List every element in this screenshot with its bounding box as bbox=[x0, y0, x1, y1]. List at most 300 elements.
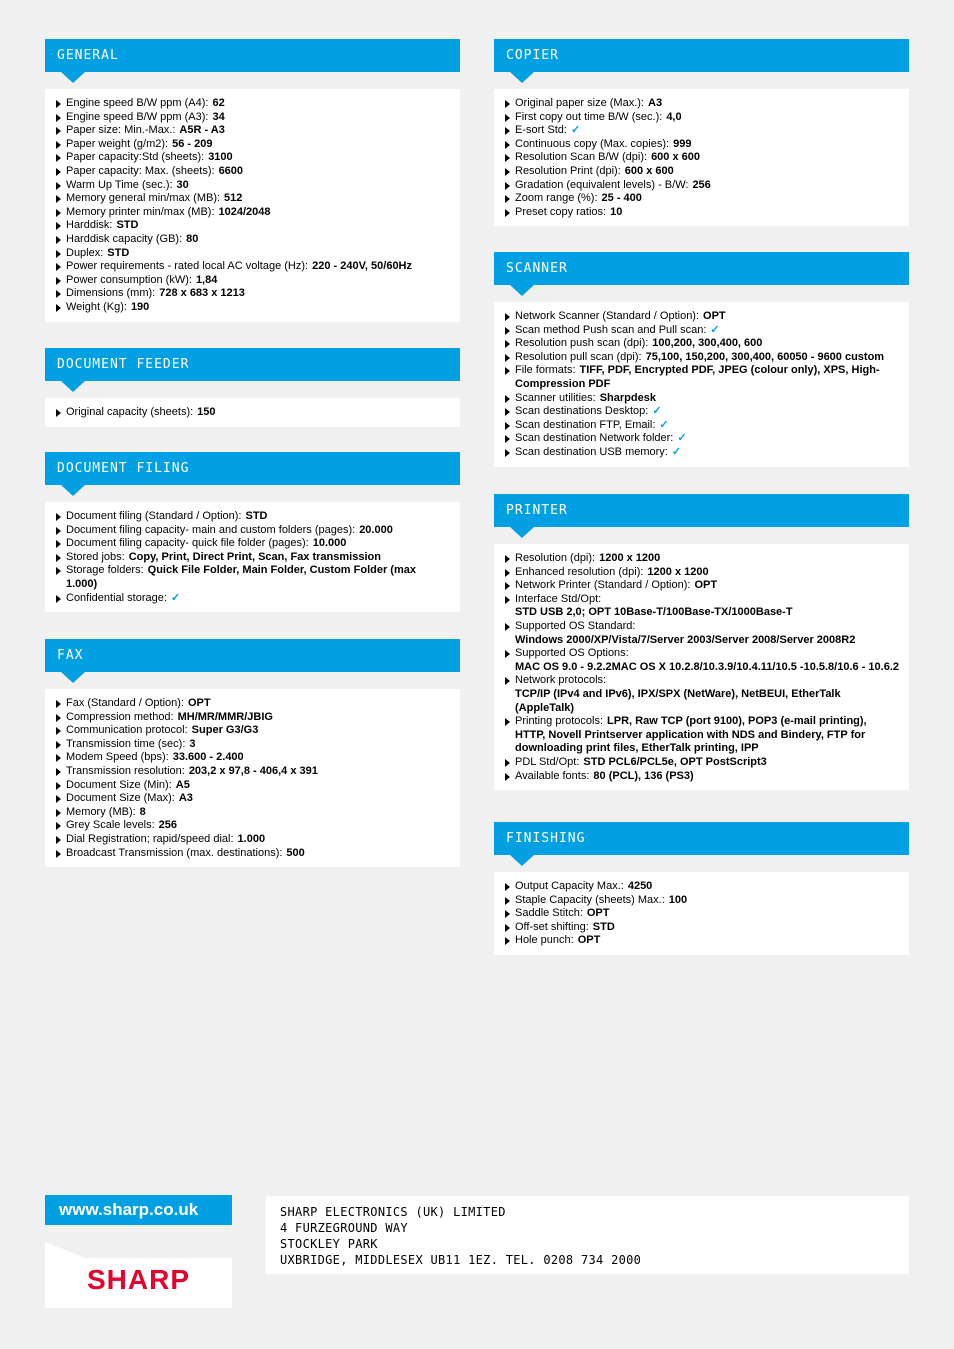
spec-label: Paper capacity: Max. (sheets): bbox=[66, 164, 215, 177]
spec-value: 6600 bbox=[218, 164, 244, 177]
checkmark-icon: ✓ bbox=[659, 418, 669, 431]
spec-item bbox=[504, 446, 899, 460]
bullet-arrow-icon bbox=[505, 569, 510, 577]
spec-value: STD bbox=[592, 920, 615, 933]
spec-label: E-sort Std: bbox=[515, 124, 567, 137]
spec-value: 10.000 bbox=[312, 537, 347, 550]
bullet-arrow-icon bbox=[56, 141, 61, 149]
spec-label: Gradation (equivalent levels) - B/W: bbox=[515, 178, 689, 191]
section-general bbox=[45, 39, 460, 322]
bullet-arrow-icon bbox=[505, 408, 510, 416]
bullet-arrow-icon bbox=[56, 263, 61, 271]
spec-list bbox=[45, 689, 460, 867]
spec-list bbox=[494, 872, 909, 955]
bullet-arrow-icon bbox=[56, 554, 61, 562]
spec-value: OPT bbox=[694, 579, 718, 592]
spec-label: Confidential storage: bbox=[66, 591, 167, 604]
section-document-feeder bbox=[45, 348, 460, 427]
spec-item bbox=[504, 351, 899, 365]
spec-value: STD PCL6/PCL5e, OPT PostScript3 bbox=[583, 755, 767, 768]
spec-value: 4250 bbox=[627, 880, 653, 892]
bullet-arrow-icon bbox=[56, 768, 61, 776]
spec-value: STD USB 2,0; OPT 10Base-T/100Base-TX/1000Base-T bbox=[515, 606, 793, 619]
bullet-arrow-icon bbox=[56, 195, 61, 203]
bullet-arrow-icon bbox=[505, 937, 510, 945]
section-title: COPIER bbox=[494, 39, 909, 72]
spec-label: Power requirements - rated local AC voltage (Hz): bbox=[66, 260, 309, 273]
bullet-arrow-icon bbox=[505, 596, 510, 604]
spec-label: Continuous copy (Max. copies): bbox=[515, 137, 670, 150]
spec-label: Memory printer min/max (MB): bbox=[66, 205, 215, 218]
spec-item bbox=[504, 894, 899, 908]
spec-item bbox=[55, 206, 450, 220]
bullet-arrow-icon bbox=[56, 250, 61, 258]
spec-item bbox=[504, 934, 899, 948]
spec-item bbox=[504, 337, 899, 351]
spec-item bbox=[55, 751, 450, 765]
spec-value: Windows 2000/XP/Vista/7/Server 2003/Server 2008/Server 2008R2 bbox=[515, 633, 856, 646]
spec-item bbox=[504, 138, 899, 152]
bullet-arrow-icon bbox=[56, 527, 61, 535]
spec-item bbox=[504, 880, 899, 894]
spec-value: 10 bbox=[610, 205, 623, 218]
spec-label: Document filing capacity- quick file folder (pages): bbox=[66, 537, 309, 550]
spec-item bbox=[55, 138, 450, 152]
spec-label: Scan destinations Desktop: bbox=[515, 405, 649, 418]
checkmark-icon: ✓ bbox=[652, 405, 662, 418]
bullet-arrow-icon bbox=[56, 595, 61, 603]
section-document-filing bbox=[45, 452, 460, 612]
spec-label: Scanner utilities: bbox=[515, 391, 596, 404]
spec-value: 80 (PCL), 136 (PS3) bbox=[593, 769, 694, 782]
spec-item bbox=[504, 579, 899, 593]
bullet-arrow-icon bbox=[505, 354, 510, 362]
spec-item bbox=[504, 715, 899, 756]
spec-value: 33.600 - 2.400 bbox=[172, 751, 244, 764]
bullet-arrow-icon bbox=[56, 782, 61, 790]
spec-item bbox=[504, 165, 899, 179]
spec-value: 75,100, 150,200, 300,400, 60050 - 9600 custom bbox=[645, 350, 885, 363]
spec-label: Enhanced resolution (dpi): bbox=[515, 565, 644, 578]
spec-label: Transmission resolution: bbox=[66, 764, 185, 777]
bullet-arrow-icon bbox=[505, 395, 510, 403]
bullet-arrow-icon bbox=[505, 623, 510, 631]
spec-label: Paper size: Min.-Max.: bbox=[66, 124, 176, 137]
address-line: SHARP ELECTRONICS (UK) LIMITED bbox=[280, 1205, 506, 1219]
company-address bbox=[266, 1196, 909, 1274]
spec-label: Memory (MB): bbox=[66, 805, 136, 818]
spec-item bbox=[55, 524, 450, 538]
spec-label: Network protocols: bbox=[515, 674, 607, 687]
spec-label: Grey Scale levels: bbox=[66, 819, 155, 832]
spec-value: 62 bbox=[212, 97, 225, 109]
spec-label: Supported OS Options: bbox=[515, 647, 629, 660]
spec-item bbox=[504, 552, 899, 566]
spec-value: 3 bbox=[189, 737, 196, 750]
spec-label: Resolution (dpi): bbox=[515, 552, 596, 564]
spec-value: 1200 x 1200 bbox=[599, 552, 661, 564]
spec-item bbox=[55, 287, 450, 301]
spec-item bbox=[55, 738, 450, 752]
spec-label: Power consumption (kW): bbox=[66, 273, 192, 286]
spec-item bbox=[55, 165, 450, 179]
spec-item bbox=[504, 310, 899, 324]
spec-value: 8 bbox=[139, 805, 146, 818]
spec-value: 3100 bbox=[208, 151, 233, 164]
bullet-arrow-icon bbox=[56, 209, 61, 217]
spec-value: 100,200, 300,400, 600 bbox=[652, 337, 763, 350]
spec-item bbox=[504, 921, 899, 935]
bullet-arrow-icon bbox=[505, 327, 510, 335]
spec-item bbox=[55, 697, 450, 711]
spec-label: Supported OS Standard: bbox=[515, 619, 636, 632]
spec-label: Document filing capacity- main and custom folders (pages): bbox=[66, 523, 356, 536]
spec-label: Transmission time (sec): bbox=[66, 737, 186, 750]
section-finishing bbox=[494, 822, 909, 955]
spec-item bbox=[55, 247, 450, 261]
section-title: DOCUMENT FILING bbox=[45, 452, 460, 485]
spec-value: Copy, Print, Direct Print, Scan, Fax transmission bbox=[128, 550, 381, 563]
spec-item bbox=[55, 111, 450, 125]
spec-label: Resolution Scan B/W (dpi): bbox=[515, 151, 648, 164]
spec-value: 220 - 240V, 50/60Hz bbox=[312, 260, 413, 273]
spec-label: Output Capacity Max.: bbox=[515, 880, 624, 892]
bullet-arrow-icon bbox=[505, 209, 510, 217]
checkmark-icon: ✓ bbox=[671, 445, 682, 458]
spec-list bbox=[45, 89, 460, 322]
bullet-arrow-icon bbox=[505, 168, 510, 176]
spec-value: A5R - A3 bbox=[179, 124, 225, 137]
spec-label: Available fonts: bbox=[515, 769, 590, 782]
spec-value: 1,84 bbox=[195, 273, 218, 286]
spec-item bbox=[55, 779, 450, 793]
spec-item bbox=[504, 124, 899, 138]
address-line: STOCKLEY PARK bbox=[280, 1237, 378, 1251]
spec-list bbox=[45, 502, 460, 612]
spec-item bbox=[55, 806, 450, 820]
spec-label: Original paper size (Max.): bbox=[515, 97, 644, 109]
spec-value: 500 bbox=[286, 846, 305, 859]
spec-item bbox=[55, 792, 450, 806]
bullet-arrow-icon bbox=[56, 795, 61, 803]
spec-item bbox=[504, 206, 899, 220]
spec-value: 20.000 bbox=[359, 523, 393, 536]
spec-label: Document Size (Max): bbox=[66, 792, 175, 805]
spec-value: 80 bbox=[186, 232, 199, 245]
spec-value: OPT bbox=[188, 697, 211, 709]
spec-list bbox=[494, 302, 909, 467]
spec-label: Original capacity (sheets): bbox=[66, 406, 194, 418]
bullet-arrow-icon bbox=[505, 910, 510, 918]
bullet-arrow-icon bbox=[505, 435, 510, 443]
spec-value: 30 bbox=[176, 178, 189, 191]
spec-label: Dimensions (mm): bbox=[66, 287, 156, 300]
bullet-arrow-icon bbox=[56, 182, 61, 190]
spec-item bbox=[55, 233, 450, 247]
spec-item bbox=[55, 537, 450, 551]
spec-item bbox=[55, 711, 450, 725]
spec-label: Dial Registration; rapid/speed dial: bbox=[66, 832, 234, 845]
spec-item bbox=[504, 647, 899, 674]
spec-label: Scan destination USB memory: bbox=[515, 445, 668, 458]
bullet-arrow-icon bbox=[56, 277, 61, 285]
spec-item bbox=[504, 907, 899, 921]
bullet-arrow-icon bbox=[505, 555, 510, 563]
bullet-arrow-icon bbox=[505, 449, 510, 457]
spec-value: 56 - 209 bbox=[172, 137, 213, 150]
spec-value: 1024/2048 bbox=[218, 205, 271, 218]
spec-value: 1.000 bbox=[237, 832, 266, 845]
spec-value: 100 bbox=[668, 893, 688, 906]
spec-item bbox=[504, 419, 899, 433]
spec-item bbox=[504, 111, 899, 125]
bullet-arrow-icon bbox=[56, 700, 61, 708]
spec-label: Network Scanner (Standard / Option): bbox=[515, 310, 700, 322]
bullet-arrow-icon bbox=[56, 741, 61, 749]
spec-value: 190 bbox=[130, 300, 150, 313]
spec-label: Paper capacity:Std (sheets): bbox=[66, 151, 205, 164]
bullet-arrow-icon bbox=[56, 850, 61, 858]
spec-value: OPT bbox=[586, 907, 610, 920]
bullet-arrow-icon bbox=[56, 409, 61, 417]
spec-item bbox=[55, 847, 450, 861]
spec-value: Quick File Folder, Main Folder, Custom Folder (max 1.000) bbox=[66, 564, 416, 590]
spec-item bbox=[504, 405, 899, 419]
spec-value: LPR, Raw TCP (port 9100), POP3 (e-mail printing), HTTP, Novell Printserver application with NDS and Bindery, FTP for downloading print files, EtherTalk printing, IPP bbox=[515, 715, 867, 755]
bullet-arrow-icon bbox=[505, 127, 510, 135]
checkmark-icon: ✓ bbox=[170, 591, 181, 604]
spec-label: Resolution Print (dpi): bbox=[515, 164, 621, 177]
spec-list bbox=[494, 544, 909, 790]
bullet-arrow-icon bbox=[56, 168, 61, 176]
spec-item bbox=[504, 192, 899, 206]
spec-label: Scan destination Network folder: bbox=[515, 432, 674, 445]
spec-item bbox=[55, 765, 450, 779]
spec-item bbox=[55, 274, 450, 288]
spec-label: Broadcast Transmission (max. destinations): bbox=[66, 846, 283, 859]
bullet-arrow-icon bbox=[505, 650, 510, 658]
address-line: UXBRIDGE, MIDDLESEX UB11 1EZ. TEL. 0208 734 2000 bbox=[280, 1253, 642, 1267]
spec-label: Modem Speed (bps): bbox=[66, 751, 169, 764]
spec-item bbox=[504, 566, 899, 580]
spec-label: Off-set shifting: bbox=[515, 920, 589, 933]
bullet-arrow-icon bbox=[505, 773, 510, 781]
checkmark-icon: ✓ bbox=[570, 124, 581, 137]
spec-label: Stored jobs: bbox=[66, 550, 125, 563]
spec-label: Hole punch: bbox=[515, 934, 574, 947]
spec-label: Resolution pull scan (dpi): bbox=[515, 350, 642, 363]
spec-list bbox=[494, 89, 909, 226]
section-printer bbox=[494, 494, 909, 790]
bullet-arrow-icon bbox=[505, 897, 510, 905]
bullet-arrow-icon bbox=[505, 340, 510, 348]
bullet-arrow-icon bbox=[56, 290, 61, 298]
spec-label: Scan method Push scan and Pull scan: bbox=[515, 323, 707, 336]
spec-item bbox=[55, 833, 450, 847]
bullet-arrow-icon bbox=[505, 313, 510, 321]
spec-item bbox=[504, 179, 899, 193]
spec-value: 34 bbox=[212, 110, 225, 123]
spec-item bbox=[55, 510, 450, 524]
spec-item bbox=[504, 770, 899, 784]
section-title: DOCUMENT FEEDER bbox=[45, 348, 460, 381]
spec-label: Memory general min/max (MB): bbox=[66, 192, 221, 205]
spec-item bbox=[504, 620, 899, 647]
spec-label: Document filing (Standard / Option): bbox=[66, 510, 242, 522]
spec-value: 600 x 600 bbox=[624, 164, 674, 177]
spec-item bbox=[55, 819, 450, 833]
bullet-arrow-icon bbox=[505, 154, 510, 162]
bullet-arrow-icon bbox=[56, 100, 61, 108]
spec-item bbox=[55, 724, 450, 738]
section-title: FINISHING bbox=[494, 822, 909, 855]
spec-item bbox=[55, 406, 450, 420]
spec-label: Weight (Kg): bbox=[66, 300, 127, 313]
bullet-arrow-icon bbox=[56, 540, 61, 548]
spec-label: Saddle Stitch: bbox=[515, 907, 583, 920]
spec-label: Resolution push scan (dpi): bbox=[515, 337, 649, 350]
spec-value: 4,0 bbox=[666, 110, 682, 123]
bullet-arrow-icon bbox=[505, 677, 510, 685]
spec-label: Engine speed B/W ppm (A4): bbox=[66, 97, 209, 109]
spec-label: Compression method: bbox=[66, 710, 174, 723]
spec-value: TIFF, PDF, Encrypted PDF, JPEG (colour only), XPS, High-Compression PDF bbox=[515, 364, 880, 390]
section-title: FAX bbox=[45, 639, 460, 672]
bullet-arrow-icon bbox=[56, 754, 61, 762]
spec-label: Storage folders: bbox=[66, 564, 144, 577]
spec-value: Sharpdesk bbox=[599, 391, 656, 404]
spec-label: Document Size (Min): bbox=[66, 778, 172, 791]
spec-item bbox=[504, 432, 899, 446]
bullet-arrow-icon bbox=[505, 883, 510, 891]
spec-item bbox=[55, 124, 450, 138]
bullet-arrow-icon bbox=[56, 513, 61, 521]
section-copier bbox=[494, 39, 909, 226]
section-title: SCANNER bbox=[494, 252, 909, 285]
spec-value: STD bbox=[245, 510, 268, 522]
spec-value: 256 bbox=[692, 178, 711, 191]
bullet-arrow-icon bbox=[505, 924, 510, 932]
spec-item bbox=[55, 551, 450, 565]
spec-item bbox=[55, 219, 450, 233]
spec-value: STD bbox=[116, 219, 139, 232]
spec-value: 1200 x 1200 bbox=[647, 565, 709, 578]
logo-text: SHARP bbox=[86, 1264, 190, 1295]
spec-label: Interface Std/Opt: bbox=[515, 592, 602, 605]
spec-item bbox=[504, 756, 899, 770]
spec-value: OPT bbox=[703, 310, 726, 322]
bullet-arrow-icon bbox=[505, 718, 510, 726]
spec-item bbox=[55, 301, 450, 315]
spec-item bbox=[504, 364, 899, 391]
spec-item bbox=[55, 97, 450, 111]
spec-label: First copy out time B/W (sec.): bbox=[515, 110, 663, 123]
spec-value: A5 bbox=[175, 778, 190, 791]
spec-item bbox=[55, 192, 450, 206]
spec-item bbox=[504, 593, 899, 620]
website-link[interactable]: www.sharp.co.uk bbox=[45, 1195, 232, 1225]
logo-tab bbox=[45, 1242, 85, 1258]
spec-label: Zoom range (%): bbox=[515, 192, 598, 205]
bullet-arrow-icon bbox=[505, 759, 510, 767]
spec-item bbox=[504, 324, 899, 338]
section-title: PRINTER bbox=[494, 494, 909, 527]
spec-item bbox=[55, 179, 450, 193]
section-title: GENERAL bbox=[45, 39, 460, 72]
spec-value: 728 x 683 x 1213 bbox=[159, 287, 245, 300]
bullet-arrow-icon bbox=[505, 100, 510, 108]
checkmark-icon: ✓ bbox=[710, 323, 720, 336]
spec-label: Engine speed B/W ppm (A3): bbox=[66, 110, 209, 123]
spec-label: Fax (Standard / Option): bbox=[66, 697, 184, 709]
bullet-arrow-icon bbox=[56, 154, 61, 162]
spec-label: Duplex: bbox=[66, 246, 104, 259]
spec-label: Preset copy ratios: bbox=[515, 205, 607, 218]
spec-label: Network Printer (Standard / Option): bbox=[515, 579, 691, 592]
spec-label: Staple Capacity (sheets) Max.: bbox=[515, 893, 665, 906]
section-scanner bbox=[494, 252, 909, 467]
bullet-arrow-icon bbox=[56, 222, 61, 230]
spec-value: 600 x 600 bbox=[651, 151, 700, 164]
bullet-arrow-icon bbox=[56, 127, 61, 135]
checkmark-icon: ✓ bbox=[677, 432, 687, 445]
bullet-arrow-icon bbox=[505, 367, 510, 375]
spec-label: Harddisk capacity (GB): bbox=[66, 232, 183, 245]
spec-item bbox=[504, 392, 899, 406]
spec-label: Printing protocols: bbox=[515, 715, 604, 728]
spec-value: STD bbox=[107, 246, 130, 259]
bullet-arrow-icon bbox=[505, 182, 510, 190]
spec-value: A3 bbox=[648, 97, 663, 109]
spec-value: 999 bbox=[673, 137, 692, 150]
bullet-arrow-icon bbox=[505, 422, 510, 430]
address-line: 4 FURZEGROUND WAY bbox=[280, 1221, 408, 1235]
bullet-arrow-icon bbox=[505, 195, 510, 203]
spec-item bbox=[55, 564, 450, 591]
bullet-arrow-icon bbox=[56, 836, 61, 844]
spec-label: Paper weight (g/m2): bbox=[66, 137, 169, 150]
spec-value: 512 bbox=[224, 192, 243, 205]
bullet-arrow-icon bbox=[56, 727, 61, 735]
spec-value: A3 bbox=[178, 792, 193, 805]
bullet-arrow-icon bbox=[56, 714, 61, 722]
spec-value: TCP/IP (IPv4 and IPv6), IPX/SPX (NetWare), NetBEUI, EtherTalk (AppleTalk) bbox=[515, 687, 841, 714]
bullet-arrow-icon bbox=[56, 236, 61, 244]
spec-value: 25 - 400 bbox=[601, 192, 642, 205]
bullet-arrow-icon bbox=[56, 822, 61, 830]
spec-value: MAC OS 9.0 - 9.2.2MAC OS X 10.2.8/10.3.9/10.4.11/10.5 -10.5.8/10.6 - 10.6.2 bbox=[515, 660, 900, 673]
spec-value: MH/MR/MMR/JBIG bbox=[177, 710, 273, 723]
spec-item bbox=[504, 151, 899, 165]
section-fax bbox=[45, 639, 460, 867]
bullet-arrow-icon bbox=[56, 114, 61, 122]
spec-value: 150 bbox=[197, 406, 216, 418]
sharp-logo bbox=[45, 1258, 232, 1308]
bullet-arrow-icon bbox=[56, 567, 61, 575]
spec-label: File formats: bbox=[515, 364, 576, 377]
spec-label: Communication protocol: bbox=[66, 724, 188, 737]
spec-value: 203,2 x 97,8 - 406,4 x 391 bbox=[188, 764, 318, 777]
spec-item bbox=[504, 97, 899, 111]
bullet-arrow-icon bbox=[505, 114, 510, 122]
spec-item bbox=[55, 151, 450, 165]
spec-label: PDL Std/Opt: bbox=[515, 755, 580, 768]
bullet-arrow-icon bbox=[505, 141, 510, 149]
spec-value: 256 bbox=[158, 819, 178, 832]
bullet-arrow-icon bbox=[505, 582, 510, 590]
spec-label: Scan destination FTP, Email: bbox=[515, 418, 656, 431]
spec-item bbox=[55, 260, 450, 274]
